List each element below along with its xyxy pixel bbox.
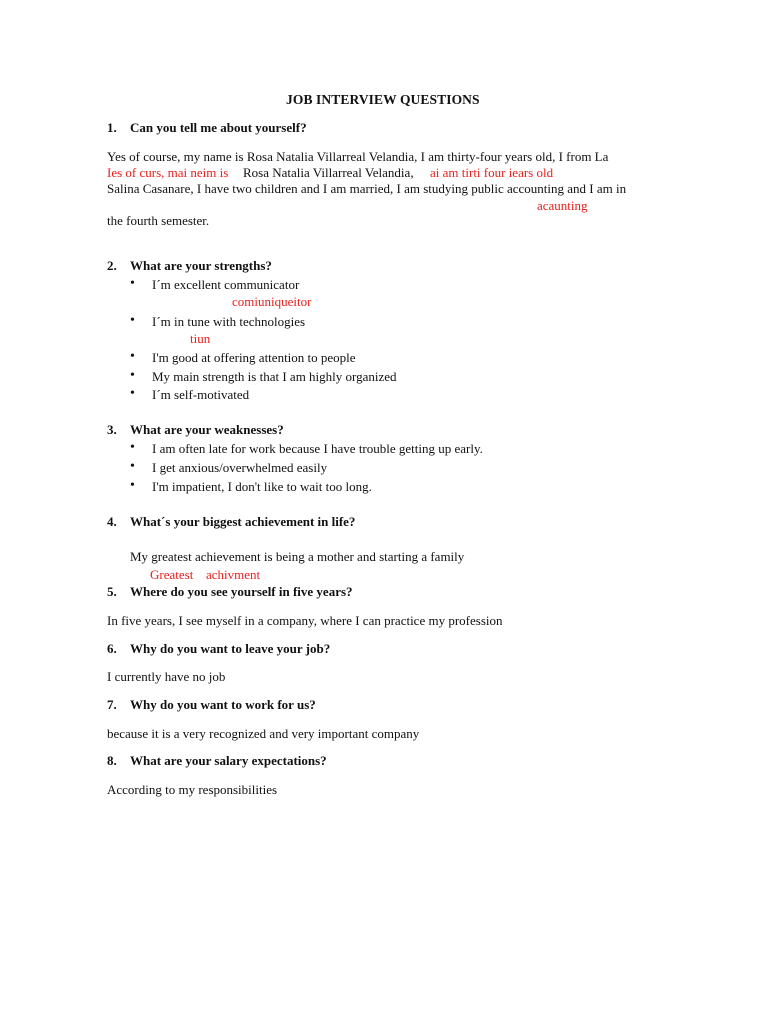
question-number: 2. [107,258,117,273]
answer-line: My greatest achievement is being a mother and starting a family [130,549,465,564]
question-number: 3. [107,422,117,437]
question-number: 6. [107,641,117,656]
answer-line: Salina Casanare, I have two children and I am married, I am studying public accounting and I am in [107,181,627,196]
question-heading: Why do you want to leave your job? [130,641,331,656]
pronunciation-note: achivment [206,567,261,582]
question-heading: What´s your biggest achievement in life? [130,514,356,529]
question-heading: What are your weaknesses? [130,422,284,437]
question-heading: What are your salary expectations? [130,753,327,768]
pronunciation-note: Ies of curs, mai neim is [107,165,229,180]
question-number: 4. [107,514,117,529]
pronunciation-note: tiun [190,331,211,346]
list-item: • I get anxious/overwhelmed easily [152,461,327,474]
answer-line: Rosa Natalia Villarreal Velandia, [243,165,414,180]
list-item: • I'm good at offering attention to people [152,351,356,364]
pronunciation-note: comiuniqueitor [232,294,312,309]
question-number: 7. [107,697,117,712]
question-heading: Why do you want to work for us? [130,697,316,712]
pronunciation-note: acaunting [537,198,588,213]
question-heading: What are your strengths? [130,258,272,273]
pronunciation-note: Greatest [150,567,194,582]
list-item: • I'm impatient, I don't like to wait too long. [152,480,372,493]
question-heading: Can you tell me about yourself? [130,120,307,135]
answer-line: the fourth semester. [107,213,210,228]
question-number: 1. [107,120,117,135]
list-item: • I am often late for work because I have trouble getting up early. [152,442,483,455]
answer-line: Yes of course, my name is Rosa Natalia Villarreal Velandia, I am thirty-four years old, I from La [107,149,609,164]
list-item: • I´m self-motivated [152,388,249,401]
pronunciation-note: ai am tirti four iears old [430,165,554,180]
document-title: JOB INTERVIEW QUESTIONS [286,92,480,107]
question-number: 8. [107,753,117,768]
question-number: 5. [107,584,117,599]
answer-line: because it is a very recognized and very important company [107,726,420,741]
question-heading: Where do you see yourself in five years? [130,584,353,599]
list-item: • I´m excellent communicator [152,278,299,291]
answer-line: According to my responsibilities [107,782,278,797]
answer-line: I currently have no job [107,669,226,684]
answer-line: In five years, I see myself in a company, where I can practice my profession [107,613,503,628]
list-item: • My main strength is that I am highly organized [152,370,397,383]
list-item: • I´m in tune with technologies [152,315,305,328]
